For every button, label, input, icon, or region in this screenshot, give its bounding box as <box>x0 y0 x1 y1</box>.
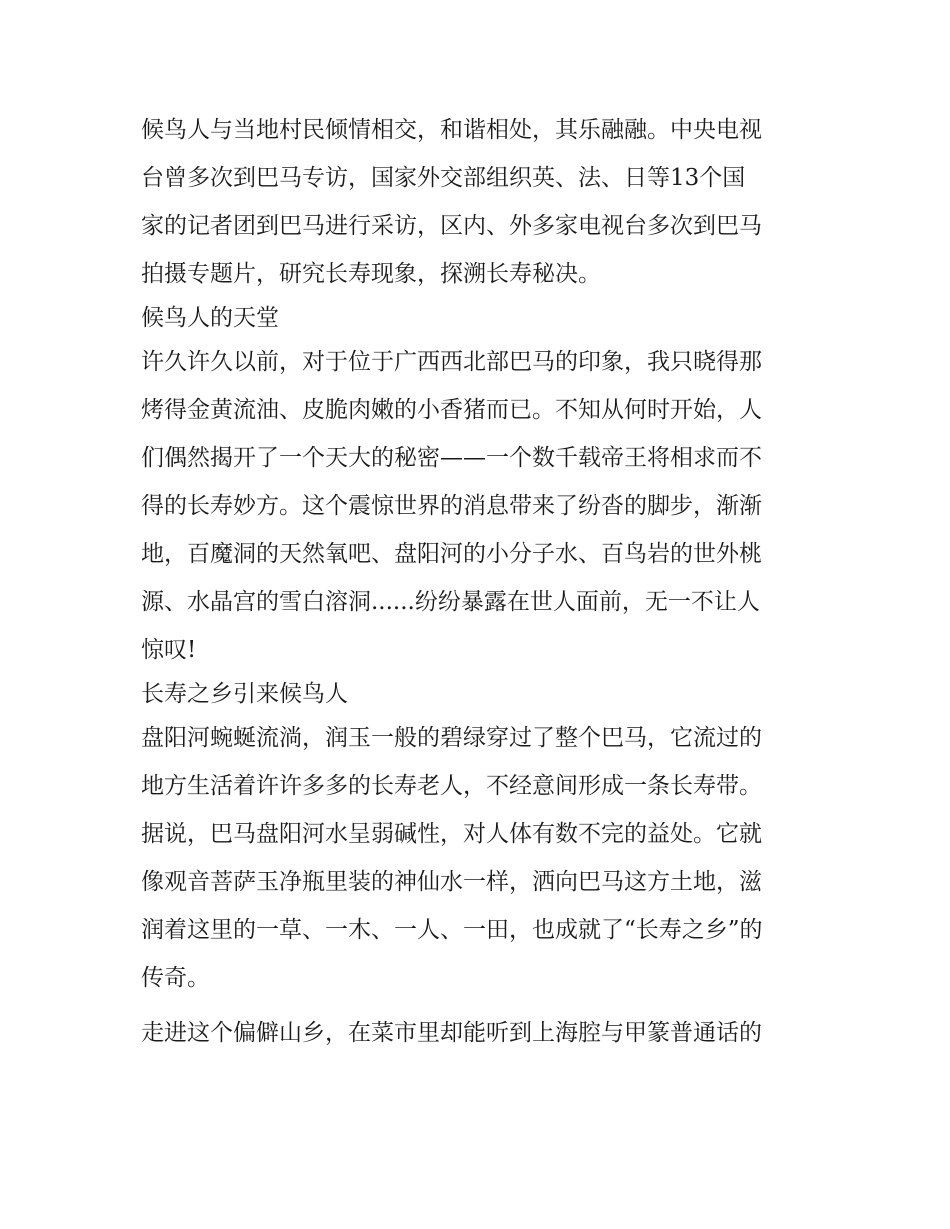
section-heading-1: 候鸟人的天堂 <box>141 305 279 331</box>
text-line: 据说，巴马盘阳河水呈弱碱性，对人体有数不完的益处。它就 <box>141 821 762 847</box>
text-line: 源、水晶宫的雪白溶洞......纷纷暴露在世人面前，无一不让人 <box>141 589 760 615</box>
text-line: 台曾多次到巴马专访，国家外交部组织英、法、日等13个国 <box>141 165 746 191</box>
document-body <box>141 106 821 1057</box>
text-line: 烤得金黄流油、皮脆肉嫩的小香猪而已。不知从何时开始，人 <box>141 397 762 423</box>
paragraph-4 <box>141 1009 821 1057</box>
section-heading-2: 长寿之乡引来候鸟人 <box>141 681 348 707</box>
text-line: 拍摄专题片，研究长寿现象，探溯长寿秘决。 <box>141 261 601 287</box>
text-line: 走进这个偏僻山乡，在菜市里却能听到上海腔与甲篆普通话的 <box>141 1020 762 1046</box>
paragraph-3 <box>141 714 821 1002</box>
text-line: 惊叹! <box>141 637 197 663</box>
text-line: 家的记者团到巴马进行采访，区内、外多家电视台多次到巴马 <box>141 213 762 239</box>
text-line: 地，百魔洞的天然氧吧、盘阳河的小分子水、百鸟岩的世外桃 <box>141 541 762 567</box>
text-line: 润着这里的一草、一木、一人、一田，也成就了“长寿之乡”的 <box>141 917 763 943</box>
text-line: 像观音菩萨玉净瓶里装的神仙水一样，洒向巴马这方土地，滋 <box>141 869 762 895</box>
text-line: 得的长寿妙方。这个震惊世界的消息带来了纷沓的脚步，渐渐 <box>141 493 762 519</box>
text-line: 候鸟人与当地村民倾情相交，和谐相处，其乐融融。中央电视 <box>141 117 762 143</box>
paragraph-1 <box>141 106 821 298</box>
text-line: 地方生活着许许多多的长寿老人，不经意间形成一条长寿带。 <box>141 773 762 799</box>
paragraph-2 <box>141 338 821 674</box>
text-line: 传奇。 <box>141 965 210 991</box>
text-line: 盘阳河蜿蜒流淌，润玉一般的碧绿穿过了整个巴马，它流过的 <box>141 725 762 751</box>
text-line: 们偶然揭开了一个天大的秘密——一个数千载帝王将相求而不 <box>141 445 762 471</box>
text-line: 许久许久以前，对于位于广西西北部巴马的印象，我只晓得那 <box>141 349 762 375</box>
paragraph-spacer <box>141 1002 821 1009</box>
